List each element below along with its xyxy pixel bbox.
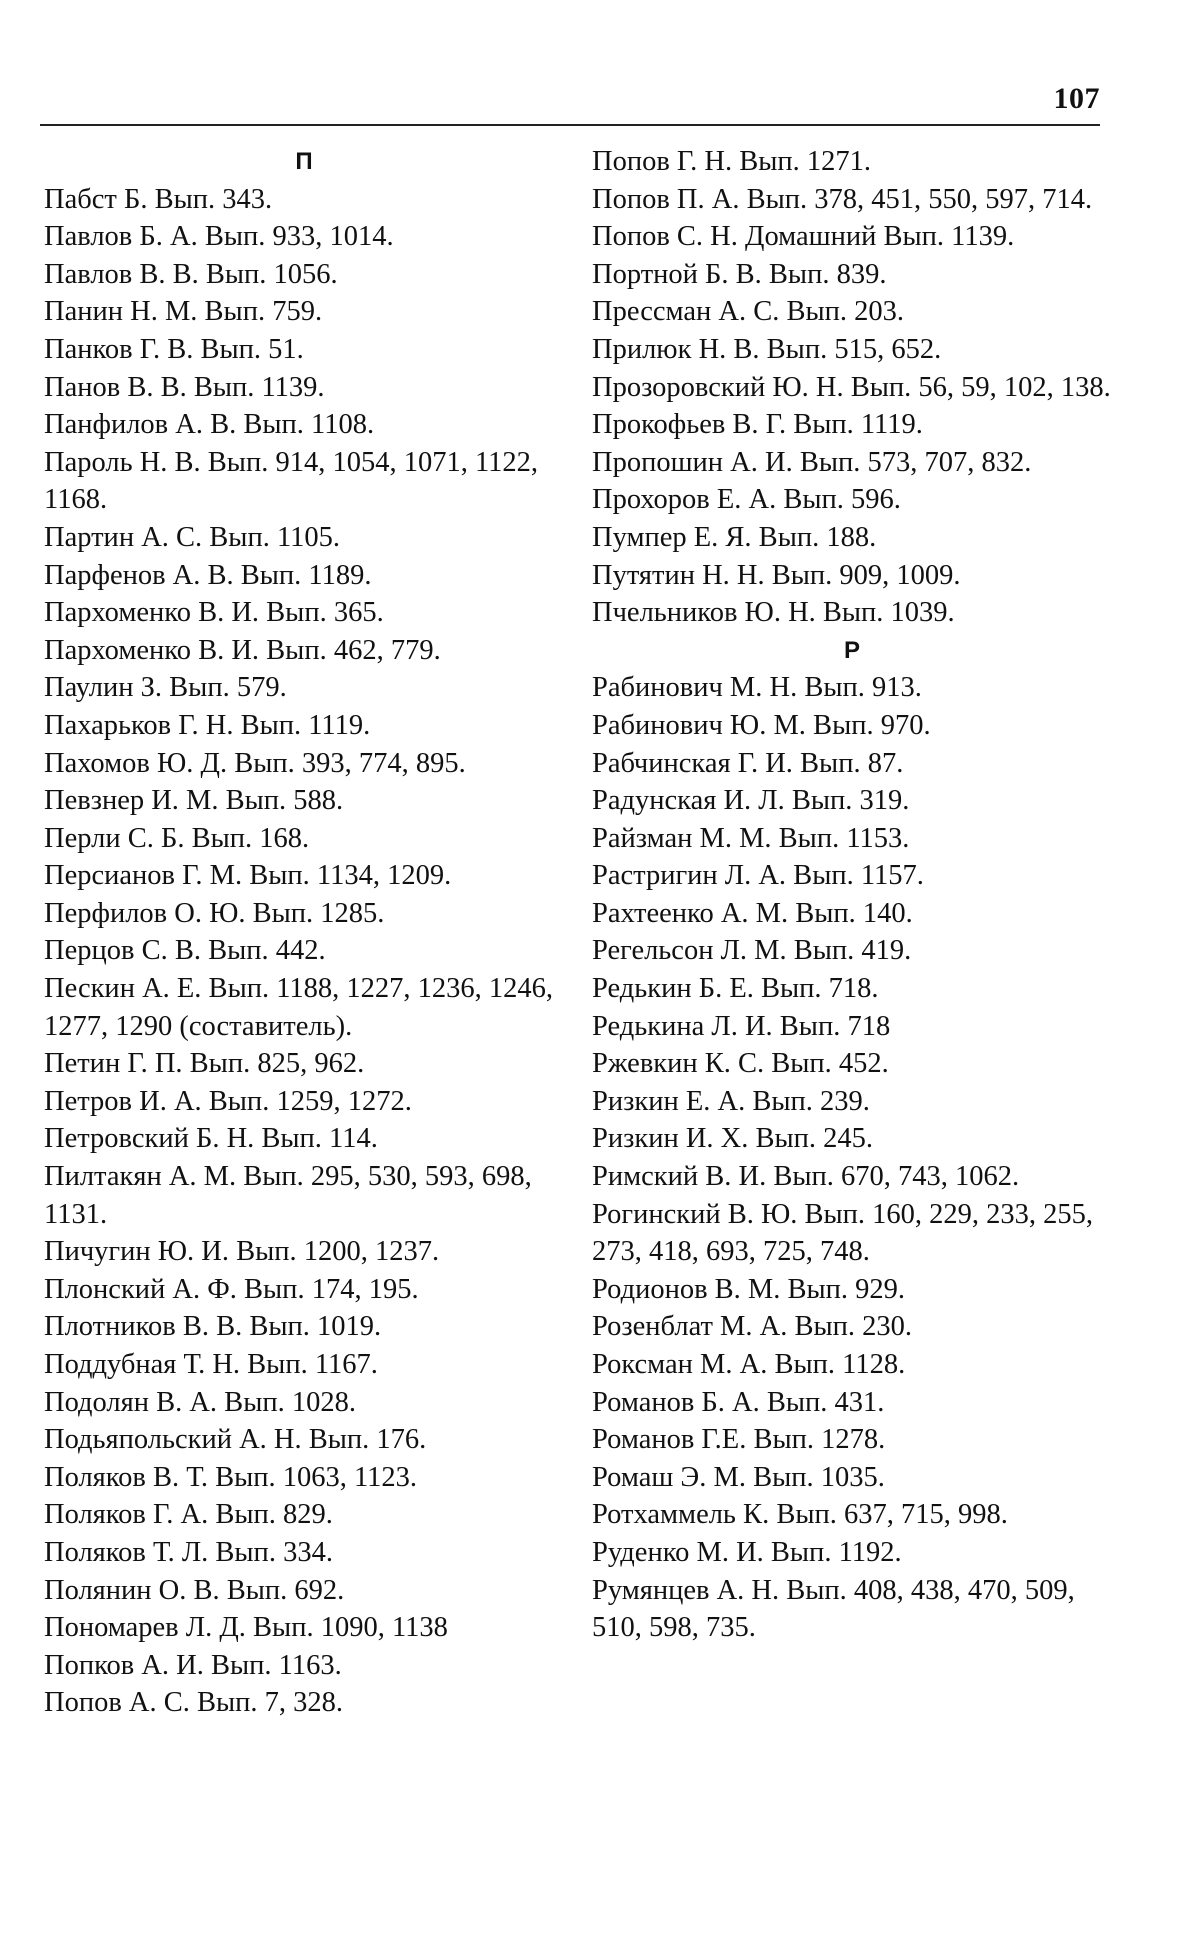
index-entry: Подьяпольский А. Н. Вып. 176.: [44, 1424, 427, 1456]
section-letter: Р: [843, 636, 860, 664]
index-entry: Пумпер Е. Я. Вып. 188.: [592, 521, 877, 553]
index-entry: Пономарев Л. Д. Вып. 1090, 1138: [44, 1612, 448, 1644]
index-entry: Петров И. А. Вып. 1259, 1272.: [44, 1085, 412, 1117]
index-entry: Перцов С. В. Вып. 442.: [44, 935, 326, 967]
index-entry: Родионов В. М. Вып. 929.: [592, 1273, 906, 1305]
index-entry: Пароль Н. В. Вып. 914, 1054, 1071, 1122, 1168.: [44, 446, 539, 516]
index-entry: Портной Б. В. Вып. 839.: [592, 258, 887, 290]
index-entry: Плотников В. В. Вып. 1019.: [44, 1311, 382, 1343]
index-entry: Попов А. С. Вып. 7, 328.: [44, 1687, 344, 1719]
index-entry: Павлов В. В. Вып. 1056.: [44, 258, 338, 290]
index-entry: Регельсон Л. М. Вып. 419.: [592, 935, 912, 967]
index-entry: Рабинович Ю. М. Вып. 970.: [592, 709, 931, 741]
index-entry: Римский В. И. Вып. 670, 743, 1062.: [592, 1161, 1020, 1193]
index-entry: Ротхаммель К. Вып. 637, 715, 998.: [592, 1499, 1008, 1531]
index-entry: Рабинович М. Н. Вып. 913.: [592, 672, 922, 704]
index-entry: Прохоров Е. А. Вып. 596.: [592, 484, 901, 516]
index-entry: Прилюк Н. В. Вып. 515, 652.: [592, 333, 942, 365]
index-entry: Розенблат М. А. Вып. 230.: [592, 1311, 913, 1343]
index-entry: Пичугин Ю. И. Вып. 1200, 1237.: [44, 1236, 440, 1268]
index-entry: Романов Г.Е. Вып. 1278.: [592, 1424, 886, 1456]
index-entry: Панфилов А. В. Вып. 1108.: [44, 409, 375, 441]
index-entry: Павлов Б. А. Вып. 933, 1014.: [44, 221, 394, 253]
index-entry: Румянцев А. Н. Вып. 408, 438, 470, 509, 510, 598, 735.: [592, 1574, 1075, 1644]
index-entry: Пахарьков Г. Н. Вып. 1119.: [44, 709, 371, 741]
index-entry: Полянин О. В. Вып. 692.: [44, 1574, 345, 1606]
index-entry: Райзман М. М. Вып. 1153.: [592, 822, 910, 854]
index-entry: Панков Г. В. Вып. 51.: [44, 333, 304, 365]
index-entry: Петин Г. П. Вып. 825, 962.: [44, 1048, 365, 1080]
index-entry: Партин А. С. Вып. 1105.: [44, 521, 341, 553]
index-entry: Попов С. Н. Домашний Вып. 1139.: [592, 221, 1015, 253]
index-entry: Панов В. В. Вып. 1139.: [44, 371, 325, 403]
index-entry: Парфенов А. В. Вып. 1189.: [44, 559, 372, 591]
index-column-left: [44, 143, 564, 1722]
index-entry: Поляков Г. А. Вып. 829.: [44, 1499, 333, 1531]
index-entry: Ризкин И. Х. Вып. 245.: [592, 1123, 874, 1155]
index-entry: Паулин З. Вып. 579.: [44, 672, 287, 704]
index-entry: Попов Г. Н. Вып. 1271.: [592, 146, 872, 177]
index-entry: Пчельников Ю. Н. Вып. 1039.: [592, 597, 955, 629]
index-entry: Растригин Л. А. Вып. 1157.: [592, 860, 924, 892]
index-entry: Пархоменко В. И. Вып. 365.: [44, 597, 384, 629]
index-entry: Подолян В. А. Вып. 1028.: [44, 1386, 356, 1418]
index-entry: Пахомов Ю. Д. Вып. 393, 774, 895.: [44, 747, 466, 779]
index-entry: Романов Б. А. Вып. 431.: [592, 1386, 885, 1418]
index-entry: Прозоровский Ю. Н. Вып. 56, 59, 102, 138.: [592, 371, 1111, 403]
index-entry: Пескин А. Е. Вып. 1188, 1227, 1236, 1246, 1277, 1290 (составитель).: [44, 973, 554, 1042]
index-entry: Попков А. И. Вып. 1163.: [44, 1649, 342, 1681]
index-entry: Поддубная Т. Н. Вып. 1167.: [44, 1349, 378, 1380]
index-entry: Прокофьев В. Г. Вып. 1119.: [592, 409, 923, 441]
section-letter: П: [295, 148, 313, 175]
index-entry: Рахтеенко А. М. Вып. 140.: [592, 897, 913, 929]
index-entry: Рабчинская Г. И. Вып. 87.: [592, 747, 904, 779]
index-entry: Ржевкин К. С. Вып. 452.: [592, 1048, 889, 1080]
index-entry: Пабст Б. Вып. 343.: [44, 183, 273, 215]
index-entry: Поляков Т. Л. Вып. 334.: [44, 1536, 333, 1568]
index-entry: Пропошин А. И. Вып. 573, 707, 832.: [592, 446, 1032, 478]
index-entry: Персианов Г. М. Вып. 1134, 1209.: [44, 860, 452, 892]
index-entry: Поляков В. Т. Вып. 1063, 1123.: [44, 1461, 418, 1493]
index-entry: Рогинский В. Ю. Вып. 160, 229, 233, 255, 273, 418, 693, 725, 748.: [592, 1198, 1094, 1268]
index-entry: Прессман А. С. Вып. 203.: [592, 296, 904, 328]
index-entry: Плонский А. Ф. Вып. 174, 195.: [44, 1273, 419, 1305]
index-entry: Певзнер И. М. Вып. 588.: [44, 785, 344, 817]
index-column-right: [592, 143, 1112, 1647]
index-entry: Редькин Б. Е. Вып. 718.: [592, 973, 879, 1005]
page-number: 107: [1053, 82, 1100, 115]
index-entry: Перфилов О. Ю. Вып. 1285.: [44, 897, 385, 929]
index-entry: Попов П. А. Вып. 378, 451, 550, 597, 714.: [592, 183, 1093, 215]
header-rule: [40, 124, 1100, 126]
index-entry: Пилтакян А. М. Вып. 295, 530, 593, 698, 1131.: [44, 1161, 532, 1230]
index-entry: Редькина Л. И. Вып. 718: [592, 1010, 891, 1042]
index-entry: Петровский Б. Н. Вып. 114.: [44, 1123, 378, 1155]
index-entry: Панин Н. М. Вып. 759.: [44, 296, 323, 328]
index-entry: Перли С. Б. Вып. 168.: [44, 822, 310, 854]
index-entry: Радунская И. Л. Вып. 319.: [592, 785, 910, 817]
index-entry: Путятин Н. Н. Вып. 909, 1009.: [592, 559, 961, 591]
index-entry: Ромаш Э. М. Вып. 1035.: [592, 1461, 885, 1493]
index-entry: Руденко М. И. Вып. 1192.: [592, 1536, 902, 1568]
index-entry: Роксман М. А. Вып. 1128.: [592, 1349, 906, 1380]
index-entry: Пархоменко В. И. Вып. 462, 779.: [44, 634, 441, 666]
index-entry: Ризкин Е. А. Вып. 239.: [592, 1085, 870, 1117]
